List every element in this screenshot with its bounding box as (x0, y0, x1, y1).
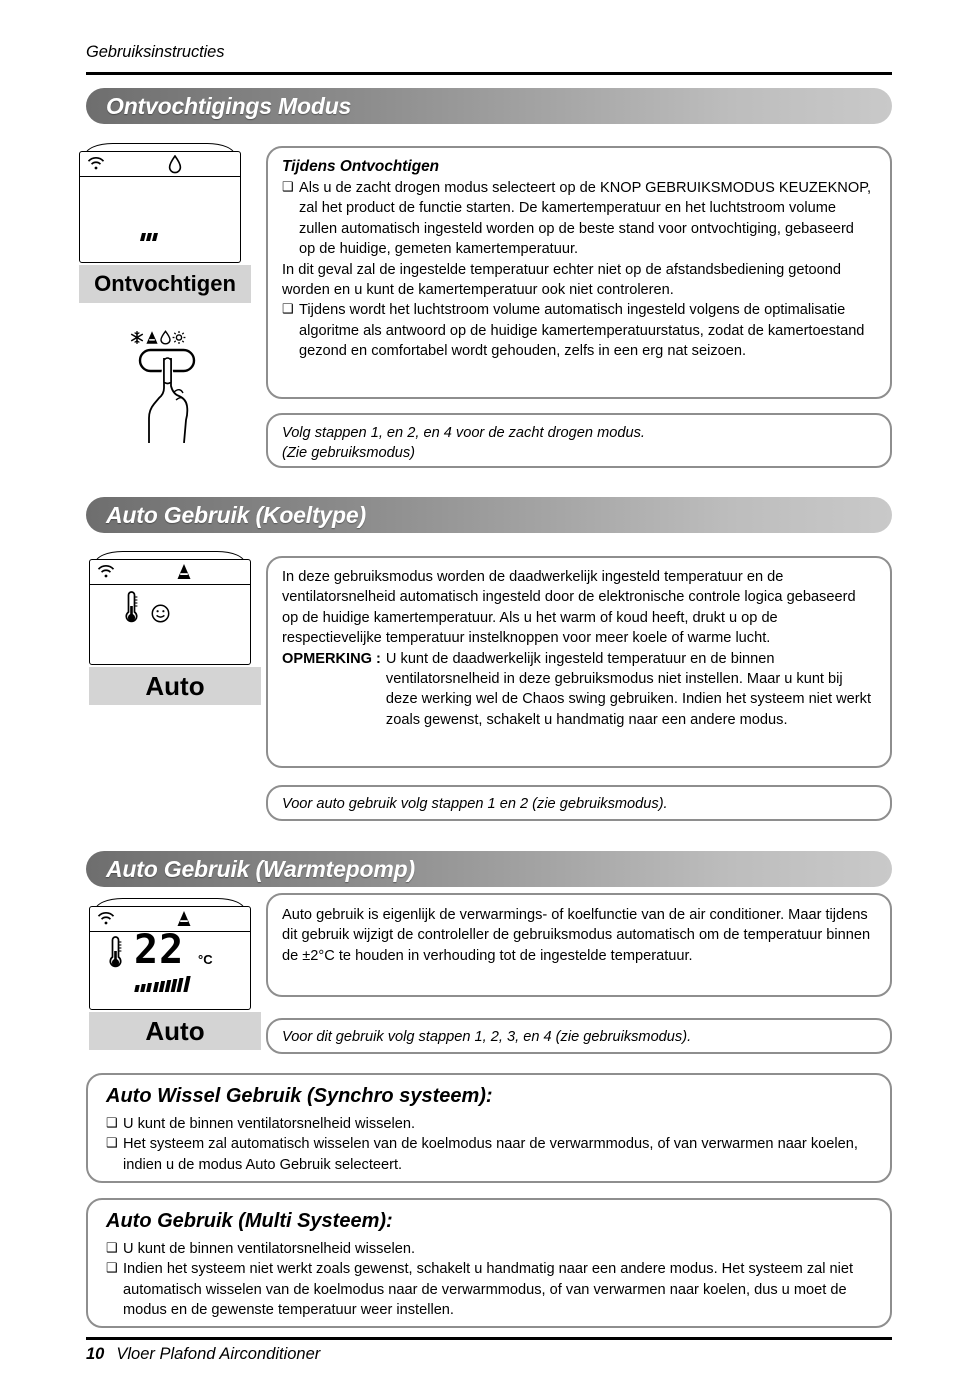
section-header-auto-heatpump (86, 851, 892, 887)
lcd-status-bar (80, 152, 240, 177)
info-box-auto-heatpump (266, 893, 892, 997)
info-box-title: Auto Gebruik (Multi Systeem): (106, 1210, 393, 1232)
remote-display-auto-heatpump (89, 898, 261, 1058)
info-box-list (106, 1114, 872, 1175)
fan-speed-bars-icon (141, 233, 157, 241)
steps-box-auto-heatpump (266, 1018, 892, 1054)
lcd-screen (89, 906, 251, 1010)
remote-display-auto-cooling (89, 551, 259, 711)
list-item: ❑ Als u de zacht drogen modus selecteert op de KNOP GEBRUIKSMODUS KEUZEKNOP, zal het product de functie starten. De kamertemperatuur en het luchtstroom volume zullen automatisch ingesteld worden op de beste stand voor ontvochtiging, gebaseerd op de huidige, gemeten kamertemperatuur. (282, 178, 874, 260)
footer (86, 1345, 320, 1364)
hand-pressing-button-icon (118, 348, 230, 443)
footer-title: Vloer Plafond Airconditioner (116, 1345, 321, 1363)
steps-box-auto-cooling (266, 785, 892, 821)
info-box-title: Tijdens Ontvochtigen (282, 158, 440, 175)
signal-icon (97, 564, 115, 579)
thermometer-icon (107, 935, 124, 971)
water-drop-icon (160, 330, 171, 345)
note-body: U kunt de daadwerkelijk ingesteld temperatuur en de binnen ventilatorsnelheid in deze gebruiksmodus niet instellen. Maar u kunt bij deze werking wel de Chaos swing gebruiken. Indien het systeem niet werkt zoals gewenst, schakelt u handmatig naar een andere modus. (385, 650, 872, 728)
section-header-auto-cooling (86, 497, 892, 533)
mode-label-text: Auto (145, 1015, 205, 1046)
remote-display-dehumidify (79, 143, 249, 303)
info-box-dehumidify (266, 146, 892, 399)
mode-icon-row (130, 330, 186, 345)
list-item: ❑ Tijdens wordt het luchtstroom volume automatisch ingesteld volgens de optimalisatie algoritme als antwoord op de huidige kamertemperatuurstatus, zodat de kamertoestand gezond en comfortabel wordt gehouden, zelfs in een erg nat seizoen. (282, 300, 874, 361)
note-block (282, 649, 874, 731)
info-box-list (106, 1239, 872, 1321)
page-number: 10 (86, 1345, 105, 1363)
lcd-main-area (90, 927, 250, 1006)
info-box-multi (86, 1198, 892, 1328)
mode-label-dehumidify (79, 265, 251, 303)
header-rule (86, 72, 892, 75)
auto-fan-icon (145, 330, 159, 345)
info-box-auto-cooling (266, 556, 892, 768)
sun-icon (172, 330, 186, 345)
list-item: ❑ U kunt de binnen ventilatorsnelheid wisselen. (106, 1239, 872, 1259)
section-header-label: Auto Gebruik (Koeltype) (106, 501, 366, 528)
info-box-paragraph: In deze gebruiksmodus worden de daadwerkelijk ingesteld temperatuur en de ventilatorsnelheid automatisch ingesteld door de elektronische controle logica gebaseerd op de huidige kamertemperatuur. Als u het warm of koud heeft, drukt u op de respectievelijke temperatuur instelknoppen voor meer koele of warme lucht. (282, 569, 856, 647)
section-header-dehumidify (86, 88, 892, 124)
info-box-paragraph: In dit geval zal de ingestelde temperatuur echter niet op de afstandsbediening getoond worden en u kunt de kamertemperatuur ook niet controleren. (282, 261, 842, 299)
lcd-screen (89, 559, 251, 665)
list-item: ❑ Indien het systeem niet werkt zoals gewenst, schakelt u handmatig naar een andere modus. Het systeem zal niet automatisch wisselen van de koelmodus naar de verwarmmodus, of van verwarmen naar koelen, dus u moet de modus en de gewenste temperatuur weer instellen. (106, 1259, 872, 1320)
mode-label-text: Ontvochtigen (94, 271, 236, 296)
info-box-list (282, 178, 874, 260)
mode-label-text: Auto (145, 670, 205, 701)
water-drop-icon (168, 155, 182, 174)
lcd-main-area (80, 177, 240, 259)
steps-line-1: Voor auto gebruik volg stappen 1 en 2 (zie gebruiksmodus). (282, 796, 668, 812)
lcd-screen (79, 151, 241, 263)
list-item: ❑ U kunt de binnen ventilatorsnelheid wisselen. (106, 1114, 872, 1134)
smiley-icon (151, 604, 170, 623)
section-header-label: Ontvochtigings Modus (106, 92, 352, 119)
mode-label-auto-cooling (89, 667, 261, 705)
signal-icon (97, 911, 115, 926)
info-box-paragraph: Auto gebruik is eigenlijk de verwarmings- of koelfunctie van de air conditioner. Maar tijdens dit gebruik wijzigt de controleller de gebruiksmodus automatisch om de temperatuur binnen de ±2°C te houden in verhouding tot de ingestelde temperatuur. (282, 907, 871, 964)
temperature-unit: °C (198, 952, 213, 967)
signal-icon (87, 156, 105, 171)
info-box-title: Auto Wissel Gebruik (Synchro systeem): (106, 1085, 493, 1107)
footer-rule (86, 1337, 892, 1340)
note-label: OPMERKING : (282, 650, 381, 667)
auto-a-icon (176, 910, 192, 928)
mode-label-auto-heatpump (89, 1012, 261, 1050)
steps-box-dehumidify (266, 413, 892, 468)
snowflake-icon (130, 330, 144, 345)
thermometer-icon (123, 590, 140, 626)
info-box-list-2 (282, 300, 874, 361)
button-press-illustration (110, 330, 230, 440)
steps-line-1: Voor dit gebruik volg stappen 1, 2, 3, en 4 (zie gebruiksmodus). (282, 1029, 692, 1045)
section-header-label: Auto Gebruik (Warmtepomp) (106, 855, 415, 882)
list-item: ❑ Het systeem zal automatisch wisselen van de koelmodus naar de verwarmmodus, of van verwarmen naar koelen, indien u de modus Auto Gebruik selecteert. (106, 1134, 872, 1175)
steps-line-1: Volg stappen 1, en 2, en 4 voor de zacht drogen modus. (282, 425, 645, 441)
lcd-main-area (90, 585, 250, 661)
info-box-synchro (86, 1073, 892, 1183)
steps-line-2: (Zie gebruiksmodus) (282, 445, 416, 462)
lcd-status-bar (90, 560, 250, 585)
running-head: Gebruiksinstructies (86, 43, 225, 61)
temperature-value: 22 (134, 927, 185, 973)
fan-speed-bars-icon (135, 976, 189, 992)
auto-a-icon (176, 563, 192, 581)
